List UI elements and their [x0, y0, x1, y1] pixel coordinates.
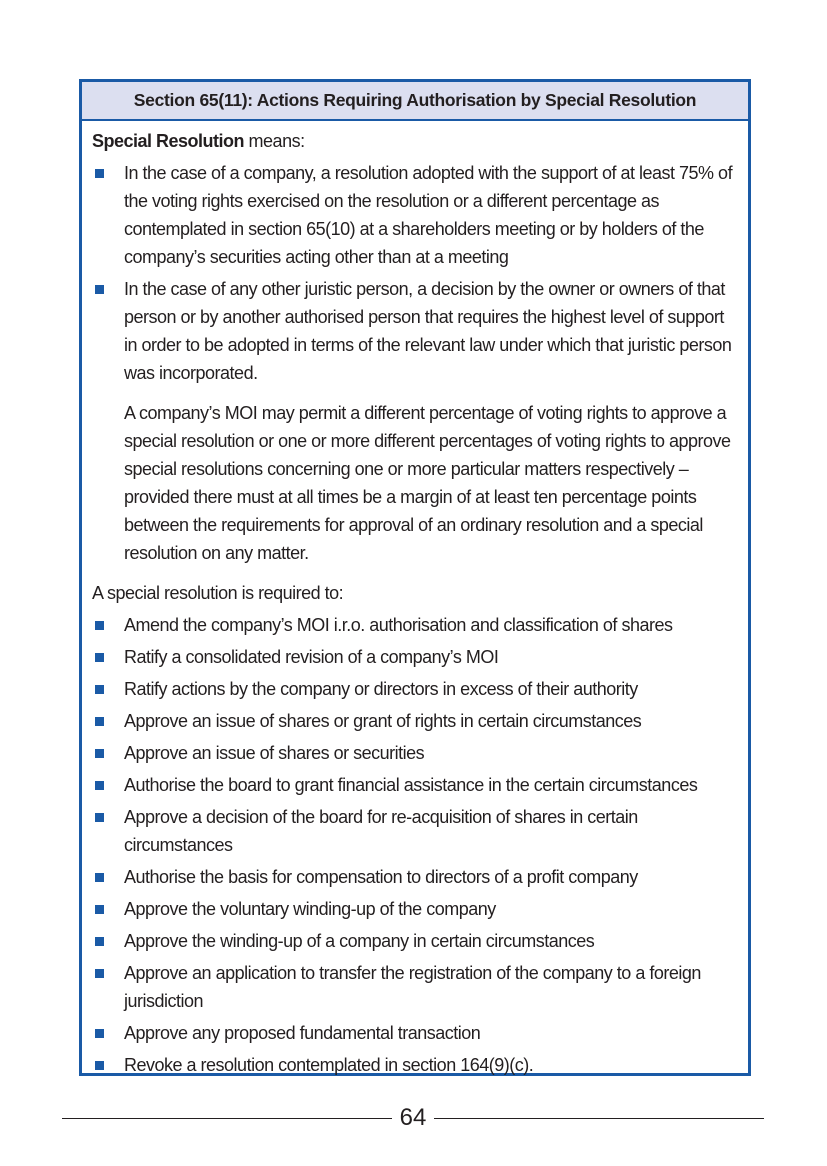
list-item — [92, 771, 738, 799]
list-item-text: In the case of a company, a resolution adopted with the support of at least 75% of the voting rights exercised on the resolution or a different percentage as contemplated in section 65(10) at a shareholders meeting or by holders of the company’s securities acting other than at a meeting — [124, 163, 733, 267]
list-item — [92, 159, 738, 271]
square-bullet-icon — [95, 937, 104, 946]
list-item — [92, 611, 738, 639]
definition-lead — [92, 127, 738, 155]
footer-rule-right — [434, 1118, 764, 1119]
list-item — [92, 803, 738, 859]
list-item-text: Approve an application to transfer the registration of the company to a foreign jurisdiction — [124, 963, 701, 1011]
list-item-text: Authorise the board to grant financial assistance in the certain circumstances — [124, 775, 698, 795]
list-item-text: Approve the voluntary winding-up of the company — [124, 899, 496, 919]
list-item — [92, 863, 738, 891]
list-item-text: Approve an issue of shares or securities — [124, 743, 425, 763]
square-bullet-icon — [95, 621, 104, 630]
definition-note: A company’s MOI may permit a different percentage of voting rights to approve a special resolution or one or more different percentages of voting rights to approve special resolutions concerning one or more particular matters respectively – provided there must at all times be a margin of at least ten percentage points between the requirements for approval of an ordinary resolution and a special resolution on any matter. — [124, 403, 731, 563]
definition-suffix: means: — [244, 131, 305, 151]
required-intro: A special resolution is required to: — [92, 583, 344, 603]
list-item — [92, 643, 738, 671]
page-number: 64 — [399, 1104, 427, 1131]
list-item — [92, 739, 738, 767]
page-footer — [62, 1103, 764, 1133]
list-item-text: Approve an issue of shares or grant of rights in certain circumstances — [124, 711, 642, 731]
list-item — [92, 675, 738, 703]
list-item-text: Ratify actions by the company or directors in excess of their authority — [124, 679, 638, 699]
section-content — [82, 121, 748, 1079]
square-bullet-icon — [95, 781, 104, 790]
footer-rule-left — [62, 1118, 392, 1119]
list-item-text: In the case of any other juristic person, a decision by the owner or owners of that person or by another authorised person that requires the highest level of support in order to be adopted in terms of the relevant law under which that juristic person was incorporated. — [124, 279, 732, 383]
square-bullet-icon — [95, 1061, 104, 1070]
list-item-text: Amend the company’s MOI i.r.o. authorisation and classification of shares — [124, 615, 673, 635]
list-item-text: Approve the winding-up of a company in certain circumstances — [124, 931, 595, 951]
required-list — [92, 611, 738, 1079]
list-item-text: Ratify a consolidated revision of a company’s MOI — [124, 647, 499, 667]
square-bullet-icon — [95, 653, 104, 662]
square-bullet-icon — [95, 169, 104, 178]
square-bullet-icon — [95, 1029, 104, 1038]
definition-term: Special Resolution — [92, 131, 245, 151]
square-bullet-icon — [95, 813, 104, 822]
square-bullet-icon — [95, 285, 104, 294]
list-item-text: Authorise the basis for compensation to directors of a profit company — [124, 867, 638, 887]
list-item-text: Approve any proposed fundamental transaction — [124, 1023, 481, 1043]
square-bullet-icon — [95, 905, 104, 914]
list-item — [92, 707, 738, 735]
list-item — [92, 275, 738, 387]
section-title: Section 65(11): Actions Requiring Authorisation by Special Resolution — [82, 82, 748, 121]
list-item — [92, 1019, 738, 1047]
list-item — [92, 959, 738, 1015]
section-box — [79, 79, 751, 1076]
square-bullet-icon — [95, 969, 104, 978]
square-bullet-icon — [95, 873, 104, 882]
square-bullet-icon — [95, 717, 104, 726]
list-item — [92, 895, 738, 923]
list-item-text: Revoke a resolution contemplated in section 164(9)(c). — [124, 1055, 534, 1075]
square-bullet-icon — [95, 685, 104, 694]
list-item — [92, 1051, 738, 1079]
definition-list — [92, 159, 738, 387]
square-bullet-icon — [95, 749, 104, 758]
list-item — [92, 927, 738, 955]
list-item-text: Approve a decision of the board for re-acquisition of shares in certain circumstances — [124, 807, 638, 855]
